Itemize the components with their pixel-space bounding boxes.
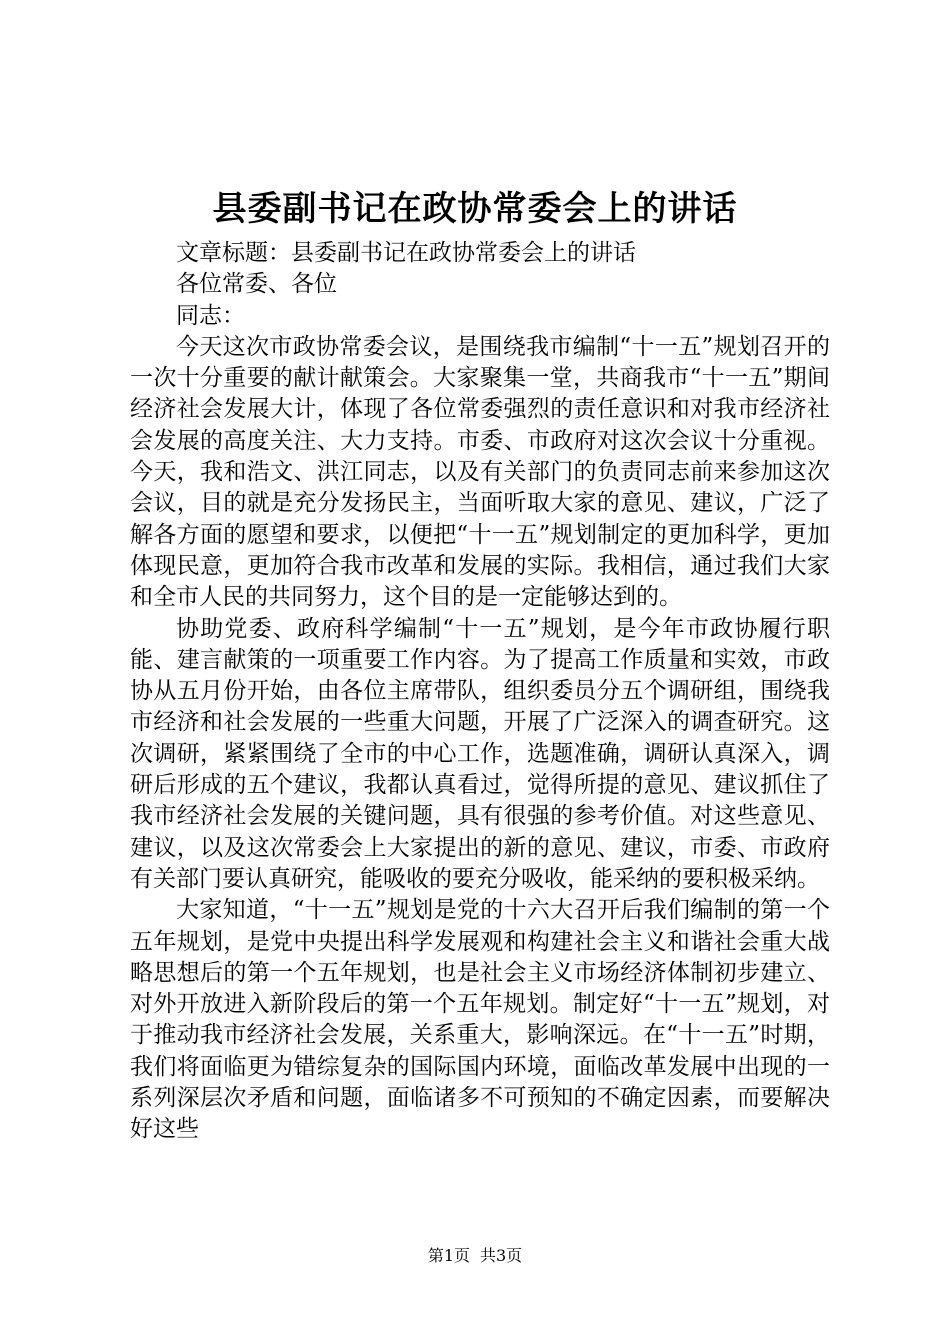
body-paragraph: 协助党委、政府科学编制“十一五”规划，是今年市政协履行职能、建言献策的一项重要工作内容。为了提高工作质量和实效，市政协从五月份开始，由各位主席带队，组织委员分五个调研组，围绕我市经济和社会发展的一些重大问题，开展了广泛深入的调查研究。这次调研，紧紧围绕了全市的中心工作，选题准确，调研认真深入，调研后形成的五个建议，我都认真看过，觉得所提的意见、建议抓住了我市经济社会发展的关键问题，具有很强的参考价值。对这些意见、建议，以及这次常委会上大家提出的新的意见、建议，市委、市政府有关部门要认真研究，能吸收的要充分吸收，能采纳的要积极采纳。 [130, 615, 830, 892]
article-title-line: 文章标题：县委副书记在政协常委会上的讲话 [176, 240, 636, 266]
page-number: 第1页 [427, 1246, 470, 1265]
page-total: 共3页 [480, 1246, 523, 1265]
document-body [130, 238, 830, 1146]
salutation-line: 同志： [176, 302, 245, 329]
body-paragraph: 大家知道，“十一五”规划是党的十六大召开后我们编制的第一个五年规划，是党中央提出科学发展观和构建社会主义和谐社会重大战略思想后的第一个五年规划，也是社会主义市场经济体制初步建立、对外开放进入新阶段后的第一个五年规划。制定好“十一五”规划，对于推动我市经济社会发展，关系重大，影响深远。在“十一五”时期，我们将面临更为错综复杂的国际国内环境，面临改革发展中出现的一系列深层次矛盾和问题，面临诸多不可预知的不确定因素，而要解决好这些 [130, 897, 830, 1143]
body-paragraph: 今天这次市政协常委会议，是围绕我市编制“十一五”规划召开的一次十分重要的献计献策会。大家聚集一堂，共商我市“十一五”期间经济社会发展大计，体现了各位常委强烈的责任意识和对我市经济社会发展的高度关注、大力支持。市委、市政府对这次会议十分重视。今天，我和浩文、洪江同志，以及有关部门的负责同志前来参加这次会议，目的就是充分发扬民主，当面听取大家的意见、建议，广泛了解各方面的愿望和要求，以便把“十一五”规划制定的更加科学，更加体现民意，更加符合我市改革和发展的实际。我相信，通过我们大家和全市人民的共同努力，这个目的是一定能够达到的。 [130, 333, 830, 611]
page-footer [0, 1244, 950, 1268]
salutation-line: 各位常委、各位 [176, 271, 337, 298]
document-title: 县委副书记在政协常委会上的讲话 [212, 189, 738, 229]
